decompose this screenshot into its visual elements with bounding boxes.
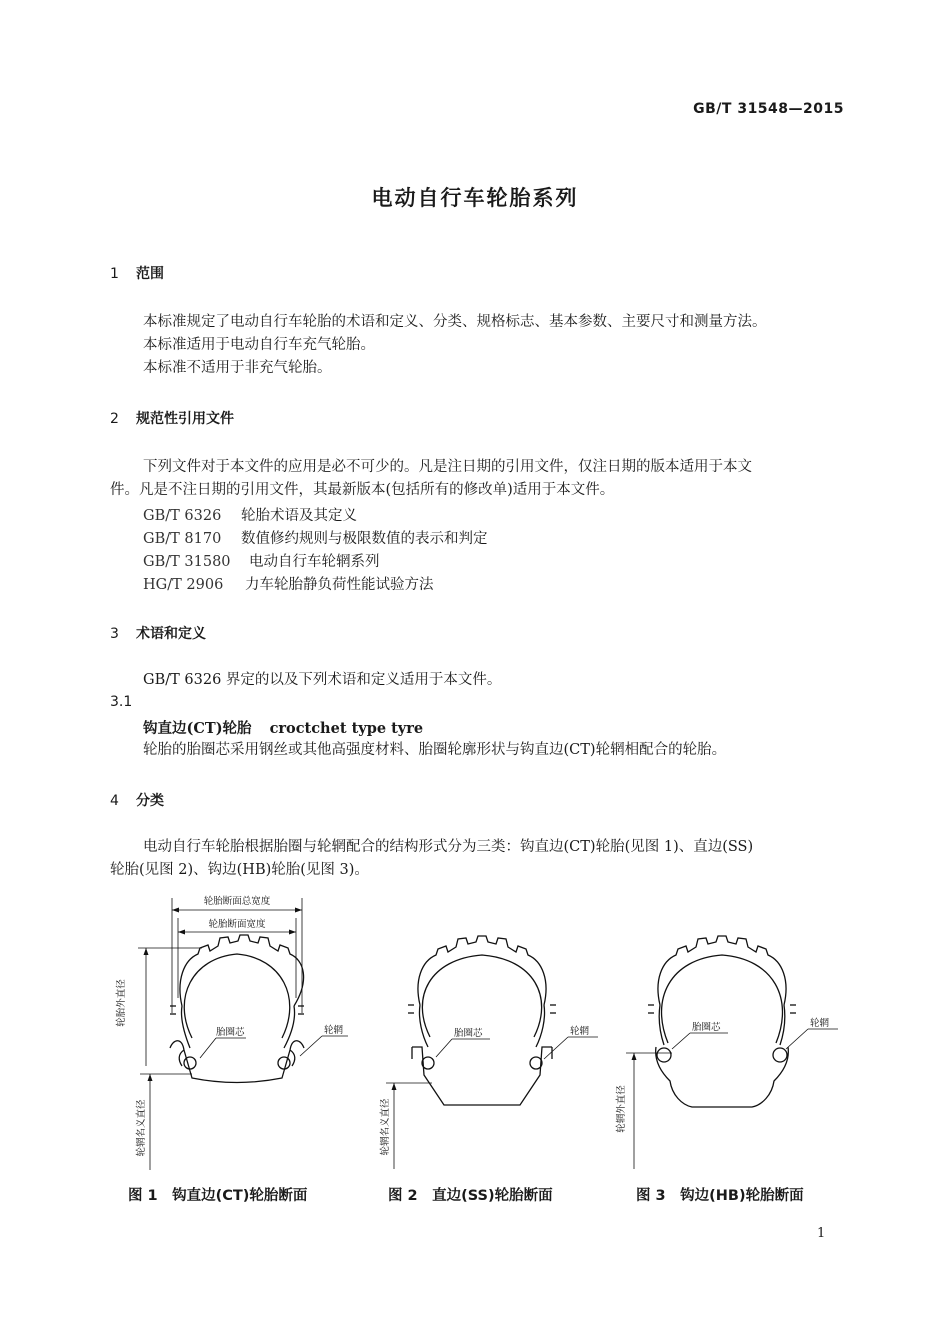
reference-item bbox=[143, 527, 488, 548]
section-number: 1 bbox=[110, 266, 119, 282]
reference-code: GB/T 8170 bbox=[143, 531, 222, 547]
section-number: 2 bbox=[110, 411, 119, 427]
paragraph: 本标准不适用于非充气轮胎。 bbox=[143, 360, 332, 376]
reference-name: 轮胎术语及其定义 bbox=[241, 508, 357, 524]
reference-name: 力车轮胎静负荷性能试验方法 bbox=[245, 577, 434, 593]
reference-code: HG/T 2906 bbox=[143, 577, 224, 593]
label-overall-width: 轮胎断面总宽度 bbox=[203, 896, 271, 907]
reference-code: GB/T 6326 bbox=[143, 508, 222, 524]
label-bead-core: 胎圈芯 bbox=[216, 1027, 245, 1038]
label-outer-diameter: 轮胎外直径 bbox=[116, 979, 127, 1027]
reference-item bbox=[143, 550, 380, 571]
paragraph: 轮胎(见图 2)、钩边(HB)轮胎(见图 3)。 bbox=[110, 862, 369, 878]
paragraph: 下列文件对于本文件的应用是必不可少的。凡是注日期的引用文件，仅注日期的版本适用于本文 bbox=[143, 459, 752, 475]
section-number: 3 bbox=[110, 626, 119, 642]
paragraph: 件。凡是不注日期的引用文件，其最新版本(包括所有的修改单)适用于本文件。 bbox=[110, 482, 615, 498]
reference-name: 数值修约规则与极限数值的表示和判定 bbox=[241, 531, 488, 547]
term-name-cn: 钩直边(CT)轮胎 bbox=[143, 720, 252, 737]
label-bead-core: 胎圈芯 bbox=[454, 1028, 483, 1039]
reference-item bbox=[143, 573, 434, 594]
paragraph: 电动自行车轮胎根据胎圈与轮辋配合的结构形式分为三类：钩直边(CT)轮胎(见图 1)、直边(SS) bbox=[143, 839, 754, 855]
term-name bbox=[143, 717, 423, 738]
paragraph: 本标准适用于电动自行车充气轮胎。 bbox=[143, 337, 375, 353]
document-title: 电动自行车轮胎系列 bbox=[371, 186, 579, 210]
label-rim-diameter: 轮辋名义直径 bbox=[380, 1098, 391, 1156]
figure-3-caption: 图 3 钩边(HB)轮胎断面 bbox=[636, 1188, 804, 1204]
term-number: 3.1 bbox=[110, 694, 133, 710]
figure-3-diagram bbox=[612, 935, 852, 1175]
figure-2-diagram bbox=[372, 935, 612, 1175]
reference-item bbox=[143, 504, 357, 525]
label-rim-outer-diameter: 轮辋外直径 bbox=[616, 1085, 627, 1133]
term-name-en: croctchet type tyre bbox=[269, 720, 424, 737]
label-rim: 轮辋 bbox=[324, 1025, 344, 1036]
label-rim: 轮辋 bbox=[570, 1026, 590, 1037]
figure-2-caption: 图 2 直边(SS)轮胎断面 bbox=[388, 1188, 553, 1204]
figure-1-caption: 图 1 钩直边(CT)轮胎断面 bbox=[128, 1188, 308, 1204]
section-title: 分类 bbox=[136, 793, 164, 809]
standard-code: GB/T 31548—2015 bbox=[693, 101, 844, 117]
page-number: 1 bbox=[817, 1226, 826, 1241]
figure-1-diagram bbox=[112, 888, 362, 1178]
paragraph: 本标准规定了电动自行车轮胎的术语和定义、分类、规格标志、基本参数、主要尺寸和测量方法。 bbox=[143, 314, 767, 330]
paragraph: GB/T 6326 界定的以及下列术语和定义适用于本文件。 bbox=[143, 672, 502, 688]
section-title: 规范性引用文件 bbox=[136, 411, 234, 427]
reference-name: 电动自行车轮辋系列 bbox=[249, 554, 380, 570]
section-number: 4 bbox=[110, 793, 119, 809]
term-definition: 轮胎的胎圈芯采用钢丝或其他高强度材料、胎圈轮廓形状与钩直边(CT)轮辋相配合的轮胎。 bbox=[143, 742, 727, 758]
label-rim: 轮辋 bbox=[810, 1018, 830, 1029]
section-1-heading bbox=[110, 263, 164, 283]
section-title: 范围 bbox=[136, 266, 164, 282]
section-3-heading bbox=[110, 623, 206, 643]
section-2-heading bbox=[110, 408, 234, 428]
label-section-width: 轮胎断面宽度 bbox=[208, 919, 266, 930]
label-bead-core: 胎圈芯 bbox=[692, 1022, 721, 1033]
section-4-heading bbox=[110, 790, 164, 810]
section-title: 术语和定义 bbox=[136, 626, 206, 642]
reference-code: GB/T 31580 bbox=[143, 554, 231, 570]
label-rim-diameter: 轮辋名义直径 bbox=[136, 1099, 147, 1157]
